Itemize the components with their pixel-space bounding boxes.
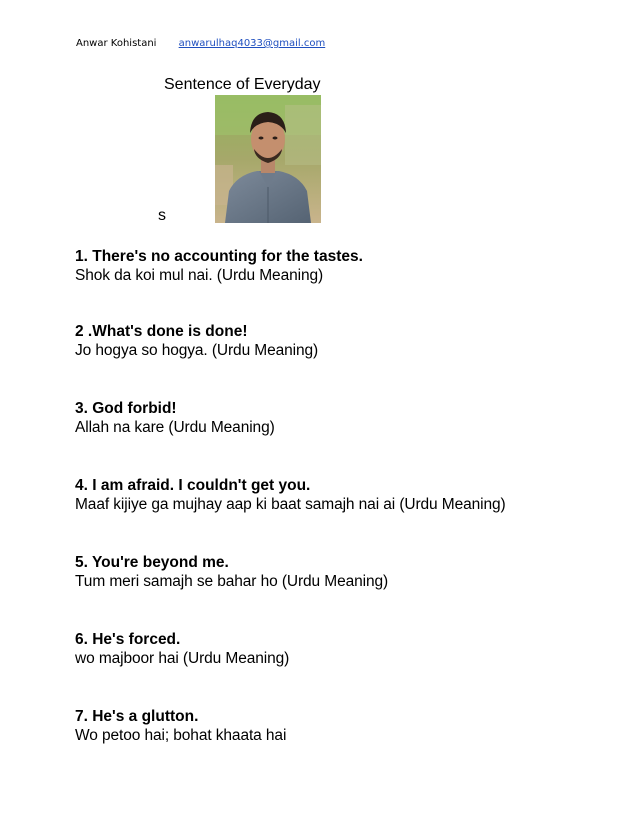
- sentence-urdu-meaning: Shok da koi mul nai. (Urdu Meaning): [75, 267, 324, 284]
- sentence-urdu-meaning: wo majboor hai (Urdu Meaning): [75, 650, 290, 667]
- sentence-english: 5. You're beyond me.: [75, 554, 229, 571]
- sentence-urdu-meaning: Jo hogya so hogya. (Urdu Meaning): [75, 342, 319, 359]
- sentence-urdu-meaning: Allah na kare (Urdu Meaning): [75, 419, 275, 436]
- sentence-item: [75, 630, 615, 668]
- sentence-english: 7. He's a glutton.: [75, 708, 199, 725]
- sentence-english: 2 .What's done is done!: [75, 323, 248, 340]
- person-portrait-icon: [215, 95, 321, 223]
- sentence-english: 1. There's no accounting for the tastes.: [75, 248, 363, 265]
- sentence-urdu-meaning: Wo petoo hai; bohat khaata hai: [75, 727, 287, 744]
- sentence-item: [75, 399, 615, 437]
- sentence-item: [75, 553, 615, 591]
- page-header: [76, 38, 325, 49]
- author-email-link[interactable]: anwarulhaq4033@gmail.com: [178, 38, 326, 49]
- sentence-english: 6. He's forced.: [75, 631, 181, 648]
- sentence-item: [75, 707, 615, 745]
- sentence-item: [75, 476, 615, 514]
- author-photo: [215, 95, 321, 223]
- stray-letter: s: [158, 207, 166, 224]
- sentence-english: 3. God forbid!: [75, 400, 177, 417]
- sentence-item: [75, 247, 615, 285]
- sentence-urdu-meaning: Tum meri samajh se bahar ho (Urdu Meaning): [75, 573, 389, 590]
- sentence-item: [75, 322, 615, 360]
- author-name: Anwar Kohistani: [76, 38, 157, 49]
- sentence-english: 4. I am afraid. I couldn't get you.: [75, 477, 311, 494]
- document-title: Sentence of Everyday: [164, 76, 321, 93]
- sentence-urdu-meaning: Maaf kijiye ga mujhay aap ki baat samajh nai ai (Urdu Meaning): [75, 496, 506, 513]
